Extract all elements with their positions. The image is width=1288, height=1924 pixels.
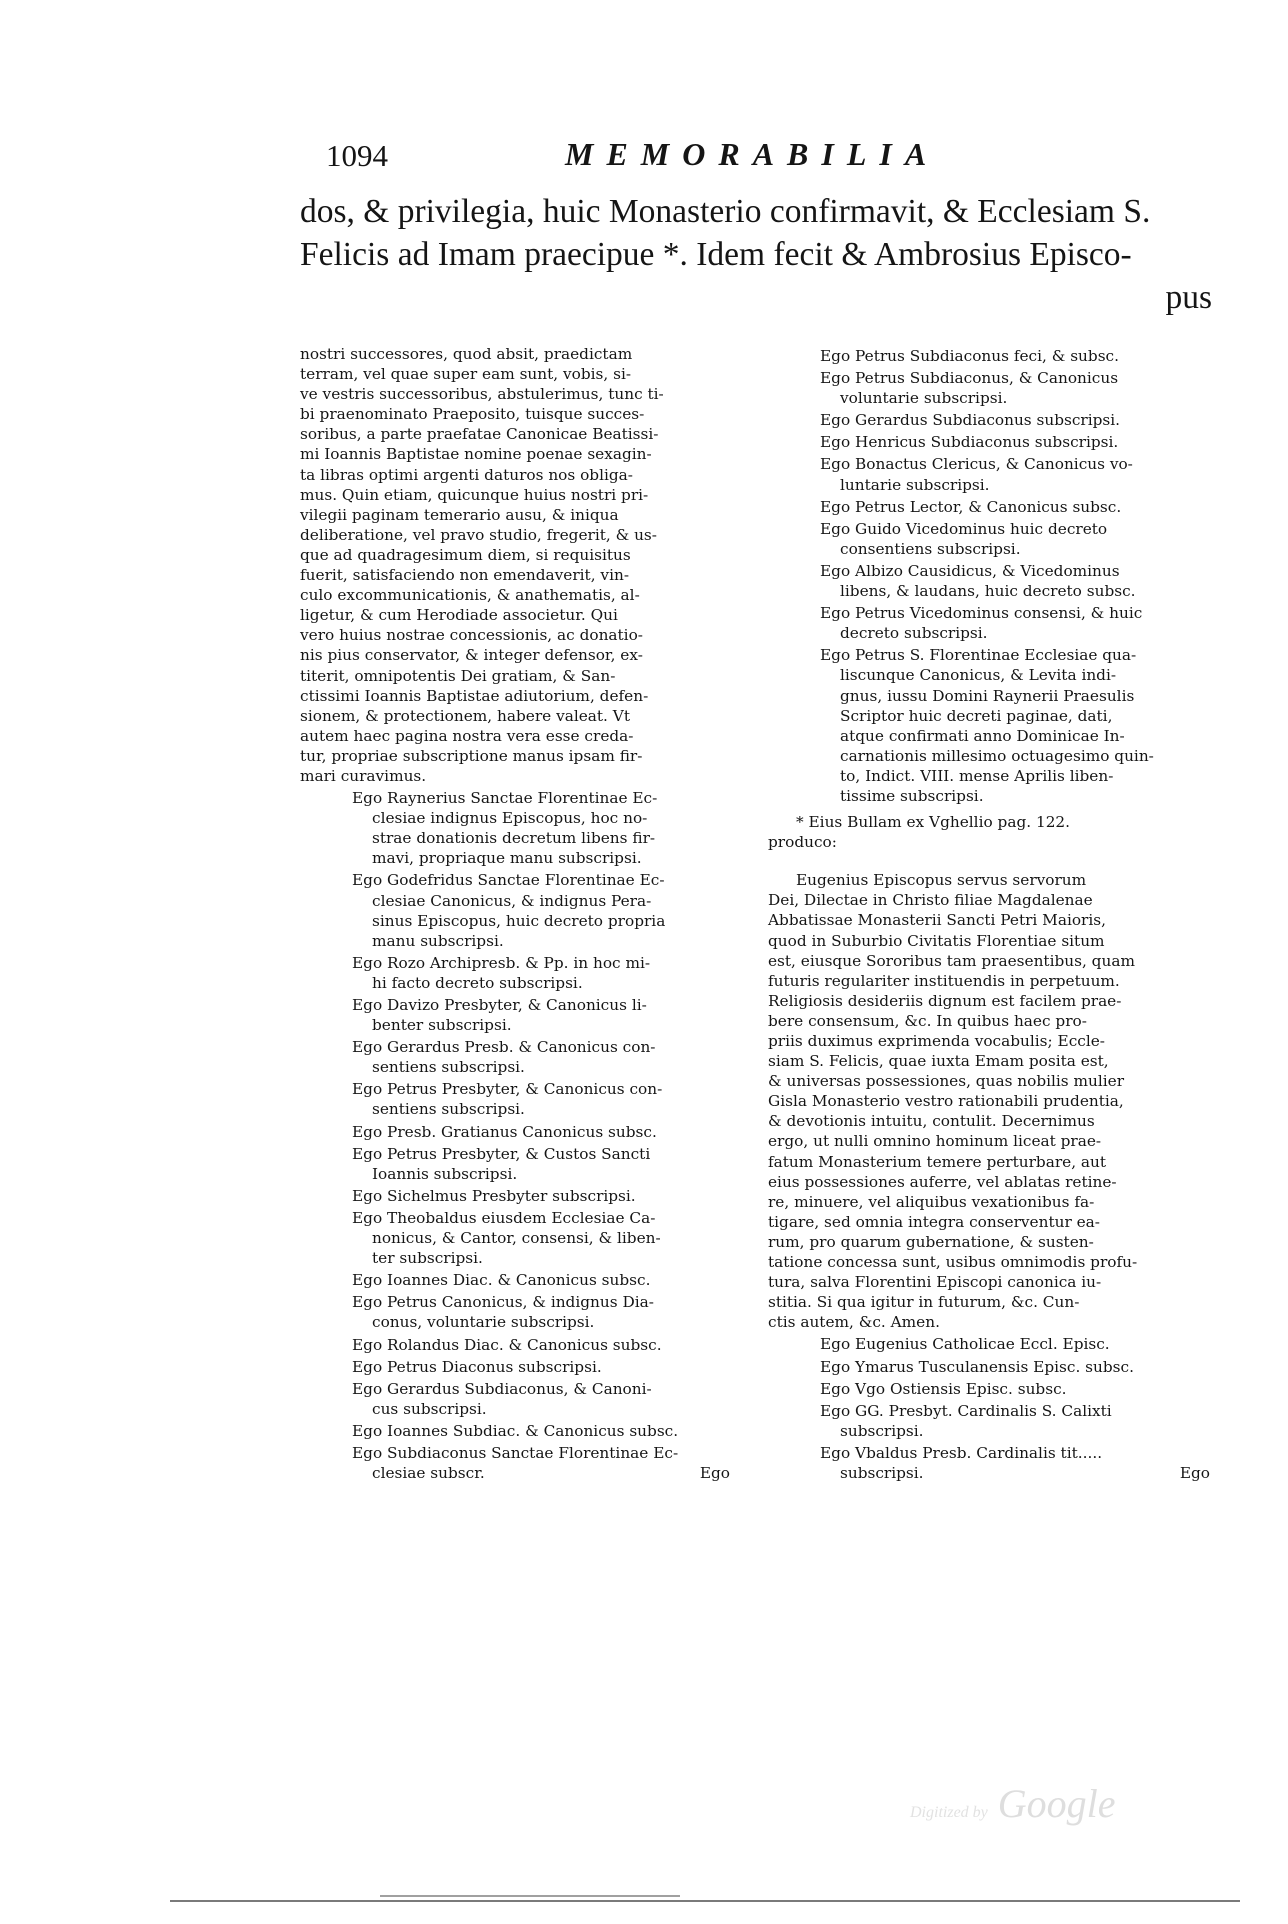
right-column-line: Ego Petrus Subdiaconus feci, & subsc. (820, 347, 1119, 365)
left-column-line: mus. Quin etiam, quicunque huius nostri pri- (300, 485, 649, 504)
digitized-watermark (910, 1780, 1116, 1827)
left-column-line: sentiens subscripsi. (372, 1058, 525, 1077)
intro-text (300, 190, 1212, 319)
right-column-line: libens, & laudans, huic decreto subsc. (840, 582, 1136, 601)
left-column-line: sionem, & protectionem, habere valeat. Vt (300, 706, 630, 725)
left-column-line: vero huius nostrae concessionis, ac donatio- (300, 626, 643, 645)
left-column-line: Ego Ioannes Diac. & Canonicus subsc. (352, 1271, 651, 1290)
right-column-line: & devotionis intuitu, contulit. Decernimus (768, 1112, 1095, 1131)
right-column-line: siam S. Felicis, quae iuxta Emam posita est, (768, 1052, 1109, 1071)
right-column-line: Scriptor huic decreti paginae, dati, (840, 706, 1113, 725)
left-column-line: ter subscripsi. (372, 1249, 483, 1268)
right-column-line: Ego Gerardus Subdiaconus subscripsi. (820, 411, 1121, 430)
right-column-line: & universas possessiones, quas nobilis mulier (768, 1072, 1125, 1091)
left-column-line: mi Ioannis Baptistae nomine poenae sexagin- (300, 445, 652, 464)
left-column (300, 344, 730, 1483)
right-column-line: rum, pro quarum gubernatione, & susten- (768, 1232, 1094, 1251)
left-column-line: Ego Godefridus Sanctae Florentinae Ec- (352, 871, 665, 890)
right-column-line: luntarie subscripsi. (840, 475, 990, 494)
right-column-line: liscunque Canonicus, & Levita indi- (840, 666, 1117, 685)
right-column-line: voluntarie subscripsi. (840, 389, 1008, 408)
right-column-line: Ego Albizo Causidicus, & Vicedominus (820, 561, 1120, 580)
left-column-line: Ioannis subscripsi. (372, 1164, 518, 1183)
right-column-line: atque confirmati anno Dominicae In- (840, 726, 1125, 745)
left-column-line: tur, propriae subscriptione manus ipsam fir- (300, 746, 643, 765)
left-column-line: hi facto decreto subscripsi. (372, 973, 583, 992)
left-column-line: nostri successores, quod absit, praedictam (300, 345, 633, 363)
right-column-line: Abbatissae Monasterii Sancti Petri Maioris, (768, 911, 1106, 930)
left-column-line: Ego Gerardus Presb. & Canonicus con- (352, 1038, 656, 1057)
page-bottom-rule (170, 1900, 1240, 1902)
right-column-line: Ego GG. Presbyt. Cardinalis S. Calixti (820, 1401, 1112, 1420)
left-column-line: mari curavimus. (300, 766, 427, 785)
left-column-line: benter subscripsi. (372, 1016, 512, 1035)
right-column-line: quod in Suburbio Civitatis Florentiae situm (768, 931, 1105, 950)
right-column-line: Ego Eugenius Catholicae Eccl. Episc. (820, 1335, 1110, 1354)
right-column-line: Dei, Dilectae in Christo filiae Magdalenae (768, 891, 1093, 910)
right-column-line: Gisla Monasterio vestro rationabili prudentia, (768, 1092, 1124, 1111)
right-column-line: Ego Guido Vicedominus huic decreto (820, 519, 1108, 538)
right-column-line: Ego Bonactus Clericus, & Canonicus vo- (820, 455, 1133, 474)
left-column-line: Ego Petrus Diaconus subscripsi. (352, 1357, 602, 1376)
right-column-line: est, eiusque Sororibus tam praesentibus, quam (768, 951, 1135, 970)
left-column-line: clesiae Canonicus, & indignus Pera- (372, 891, 652, 910)
right-column-line: bere consensum, &c. In quibus haec pro- (768, 1011, 1087, 1030)
catchword: Ego (1179, 1463, 1210, 1482)
right-column-line: produco: (768, 833, 837, 852)
left-column-line: Ego Rozo Archipresb. & Pp. in hoc mi- (352, 953, 651, 972)
left-column-line: Ego Sichelmus Presbyter subscripsi. (352, 1186, 636, 1205)
left-column-line: Ego Petrus Presbyter, & Custos Sancti (352, 1144, 651, 1163)
right-column-line: Eugenius Episcopus servus servorum (796, 871, 1087, 890)
watermark-prefix: Digitized by (910, 1804, 988, 1821)
left-column-line: soribus, a parte praefatae Canonicae Beatissi- (300, 425, 659, 444)
scan-edge-line (380, 1895, 680, 1897)
right-column-line: Religiosis desideriis dignum est facilem prae- (768, 991, 1122, 1010)
left-column-line: Ego Subdiaconus Sanctae Florentinae Ec- (352, 1443, 679, 1462)
running-title: MEMORABILIA (565, 136, 940, 172)
right-column-line: stitia. Si qua igitur in futurum, &c. Cun- (768, 1293, 1080, 1312)
catchword: Ego (699, 1464, 730, 1483)
right-column-line: decreto subscripsi. (840, 624, 988, 643)
left-column-line: culo excommunicationis, & anathematis, al- (300, 586, 640, 605)
intro-line: dos, & privilegia, huic Monasterio confirmavit, & Ecclesiam S. (300, 193, 1151, 230)
left-column-line: clesiae indignus Episcopus, hoc no- (372, 809, 648, 828)
right-column-line: carnationis millesimo octuagesimo quin- (840, 746, 1154, 765)
right-column-line: fatum Monasterium temere perturbare, aut (768, 1152, 1107, 1171)
left-column-line: ve vestris successoribus, abstulerimus, tunc ti- (300, 385, 664, 404)
left-column-line: clesiae subscr. (372, 1464, 485, 1483)
right-column-line: tatione concessa sunt, usibus omnimodis profu- (768, 1253, 1138, 1272)
left-column-line: conus, voluntarie subscripsi. (372, 1313, 595, 1332)
left-column-line: terram, vel quae super eam sunt, vobis, si- (300, 365, 632, 384)
right-column-line: re, minuere, vel aliquibus vexationibus fa- (768, 1192, 1095, 1211)
left-column-line: manu subscripsi. (372, 931, 504, 950)
right-column-line: priis duximus exprimenda vocabulis; Eccle- (768, 1032, 1105, 1050)
left-column-line: deliberatione, vel pravo studio, fregerit, & us- (300, 525, 657, 544)
right-column (768, 344, 1210, 1483)
right-column-line: ctis autem, &c. Amen. (768, 1313, 940, 1332)
left-column-line: ta libras optimi argenti daturos nos obliga- (300, 465, 633, 484)
right-column-line: futuris regulariter instituendis in perpetuum. (768, 971, 1120, 990)
left-column-line: Ego Theobaldus eiusdem Ecclesiae Ca- (352, 1208, 656, 1227)
left-column-line: nis pius conservator, & integer defensor, ex- (300, 646, 643, 665)
right-column-line: gnus, iussu Domini Raynerii Praesulis (840, 686, 1135, 705)
left-column-line: sentiens subscripsi. (372, 1100, 525, 1119)
left-column-line: Ego Petrus Canonicus, & indignus Dia- (352, 1293, 654, 1312)
right-column-line: Ego Petrus Subdiaconus, & Canonicus (820, 369, 1119, 388)
left-column-line: Ego Raynerius Sanctae Florentinae Ec- (352, 789, 658, 808)
right-column-line: subscripsi. (840, 1463, 924, 1482)
left-column-line: nonicus, & Cantor, consensi, & liben- (372, 1229, 661, 1248)
intro-line: pus (1165, 279, 1212, 316)
right-column-line: * Eius Bullam ex Vghellio pag. 122. (796, 813, 1071, 832)
left-column-line: strae donationis decretum libens fir- (372, 829, 656, 848)
watermark-brand: Google (997, 1781, 1116, 1826)
page-number: 1094 (326, 138, 388, 173)
left-column-line: Ego Petrus Presbyter, & Canonicus con- (352, 1080, 663, 1099)
left-column-line: Ego Gerardus Subdiaconus, & Canoni- (352, 1379, 652, 1398)
left-column-line: bi praenominato Praeposito, tuisque succes- (300, 405, 645, 424)
right-column-line: subscripsi. (840, 1421, 924, 1440)
right-column-line: Ego Petrus Vicedominus consensi, & huic (820, 604, 1143, 623)
left-column-line: que ad quadragesimum diem, si requisitus (300, 545, 631, 564)
right-column-line: Ego Vgo Ostiensis Episc. subsc. (820, 1379, 1067, 1398)
left-column-line: titerit, omnipotentis Dei gratiam, & San- (300, 666, 616, 685)
left-column-line: fuerit, satisfaciendo non emendaverit, vin- (300, 566, 629, 585)
left-column-line: ctissimi Ioannis Baptistae adiutorium, defen- (300, 686, 649, 705)
right-column-line: consentiens subscripsi. (840, 539, 1021, 558)
left-column-line: Ego Presb. Gratianus Canonicus subsc. (352, 1122, 657, 1141)
left-column-line: Ego Ioannes Subdiac. & Canonicus subsc. (352, 1421, 679, 1440)
left-column-line: Ego Davizo Presbyter, & Canonicus li- (352, 996, 647, 1014)
right-column-line: to, Indict. VIII. mense Aprilis liben- (840, 766, 1114, 785)
right-column-line: ergo, ut nulli omnino hominum liceat prae- (768, 1132, 1102, 1151)
left-column-line: ligetur, & cum Herodiade associetur. Qui (300, 606, 618, 625)
left-column-line: Ego Rolandus Diac. & Canonicus subsc. (352, 1335, 662, 1354)
right-column-line: tura, salva Florentini Episcopi canonica iu- (768, 1273, 1102, 1292)
right-column-line: tigare, sed omnia integra conserventur ea- (768, 1212, 1100, 1231)
right-column-line: Ego Petrus S. Florentinae Ecclesiae qua- (820, 646, 1137, 665)
left-column-line: sinus Episcopus, huic decreto propria (372, 911, 666, 930)
left-column-line: vilegii paginam temerario ausu, & iniqua (300, 505, 619, 524)
right-column-line: tissime subscripsi. (840, 786, 984, 805)
right-column-line: eius possessiones auferre, vel ablatas retine- (768, 1172, 1117, 1191)
left-column-line: mavi, propriaque manu subscripsi. (372, 849, 642, 868)
left-column-line: autem haec pagina nostra vera esse creda- (300, 726, 634, 745)
right-column-line: Ego Ymarus Tusculanensis Episc. subsc. (820, 1357, 1134, 1376)
right-column-line: Ego Petrus Lector, & Canonicus subsc. (820, 497, 1122, 516)
left-column-line: cus subscripsi. (372, 1399, 487, 1418)
right-column-line: Ego Vbaldus Presb. Cardinalis tit..... (820, 1443, 1103, 1462)
intro-line: Felicis ad Imam praecipue *. Idem fecit & Ambrosius Episco- (300, 236, 1132, 273)
right-column-line: Ego Henricus Subdiaconus subscripsi. (820, 433, 1119, 452)
